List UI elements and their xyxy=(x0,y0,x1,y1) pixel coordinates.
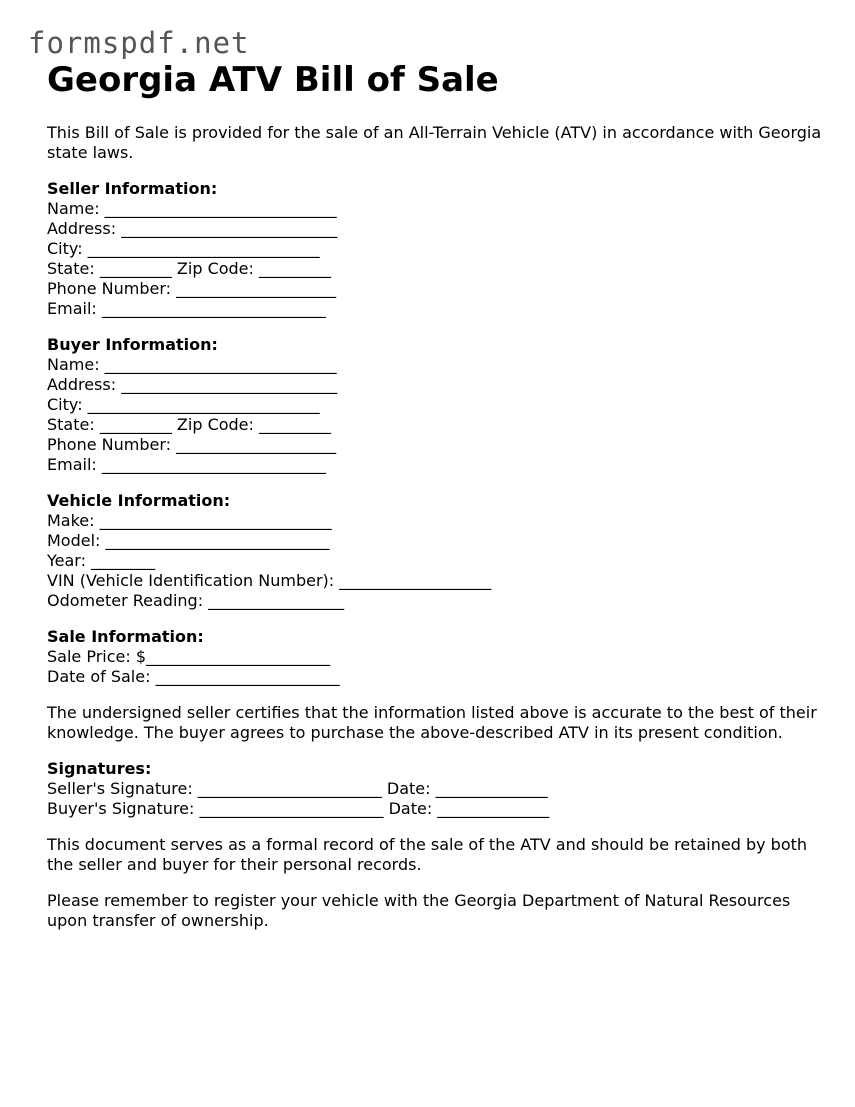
buyer-email-field[interactable]: Email: ____________________________ xyxy=(47,455,326,474)
seller-section xyxy=(47,179,827,319)
buyer-heading: Buyer Information: xyxy=(47,335,218,354)
sale-section xyxy=(47,627,827,687)
seller-name-field[interactable]: Name: _____________________________ xyxy=(47,199,337,218)
certification-paragraph: The undersigned seller certifies that the information listed above is accurate to the best of their knowledge. The buyer agrees to purchase the above-described ATV in its present condition. xyxy=(47,703,817,742)
buyer-name-field[interactable]: Name: _____________________________ xyxy=(47,355,337,374)
signatures-heading: Signatures: xyxy=(47,759,152,778)
seller-state-zip-field[interactable]: State: _________ Zip Code: _________ xyxy=(47,259,331,278)
vehicle-year-field[interactable]: Year: ________ xyxy=(47,551,156,570)
vehicle-odometer-field[interactable]: Odometer Reading: _________________ xyxy=(47,591,345,610)
vehicle-make-field[interactable]: Make: _____________________________ xyxy=(47,511,332,530)
sale-price-field[interactable]: Sale Price: $_______________________ xyxy=(47,647,331,666)
buyer-state-zip-field[interactable]: State: _________ Zip Code: _________ xyxy=(47,415,331,434)
vehicle-section xyxy=(47,491,827,611)
watermark-text: formspdf.net xyxy=(28,26,250,60)
record-note-paragraph: This document serves as a formal record of the sale of the ATV and should be retained by both the seller and buyer for their personal records. xyxy=(47,835,808,874)
seller-city-field[interactable]: City: _____________________________ xyxy=(47,239,320,258)
signatures-section xyxy=(47,759,827,819)
buyer-address-field[interactable]: Address: ___________________________ xyxy=(47,375,338,394)
vehicle-model-field[interactable]: Model: ____________________________ xyxy=(47,531,330,550)
document-title: Georgia ATV Bill of Sale xyxy=(47,60,499,100)
buyer-signature-field[interactable]: Buyer's Signature: _______________________ Date: ______________ xyxy=(47,799,550,818)
intro-paragraph: This Bill of Sale is provided for the sale of an All-Terrain Vehicle (ATV) in accordance with Georgia state laws. xyxy=(47,123,822,162)
sale-heading: Sale Information: xyxy=(47,627,204,646)
document-body xyxy=(47,60,827,931)
seller-signature-field[interactable]: Seller's Signature: _______________________ Date: ______________ xyxy=(47,779,548,798)
sale-date-field[interactable]: Date of Sale: _______________________ xyxy=(47,667,340,686)
buyer-city-field[interactable]: City: _____________________________ xyxy=(47,395,320,414)
seller-heading: Seller Information: xyxy=(47,179,218,198)
seller-phone-field[interactable]: Phone Number: ____________________ xyxy=(47,279,337,298)
vehicle-vin-field[interactable]: VIN (Vehicle Identification Number): ___________________ xyxy=(47,571,492,590)
buyer-phone-field[interactable]: Phone Number: ____________________ xyxy=(47,435,337,454)
buyer-section xyxy=(47,335,827,475)
seller-email-field[interactable]: Email: ____________________________ xyxy=(47,299,326,318)
register-note-paragraph: Please remember to register your vehicle with the Georgia Department of Natural Resources upon transfer of ownership. xyxy=(47,891,791,930)
vehicle-heading: Vehicle Information: xyxy=(47,491,231,510)
seller-address-field[interactable]: Address: ___________________________ xyxy=(47,219,338,238)
